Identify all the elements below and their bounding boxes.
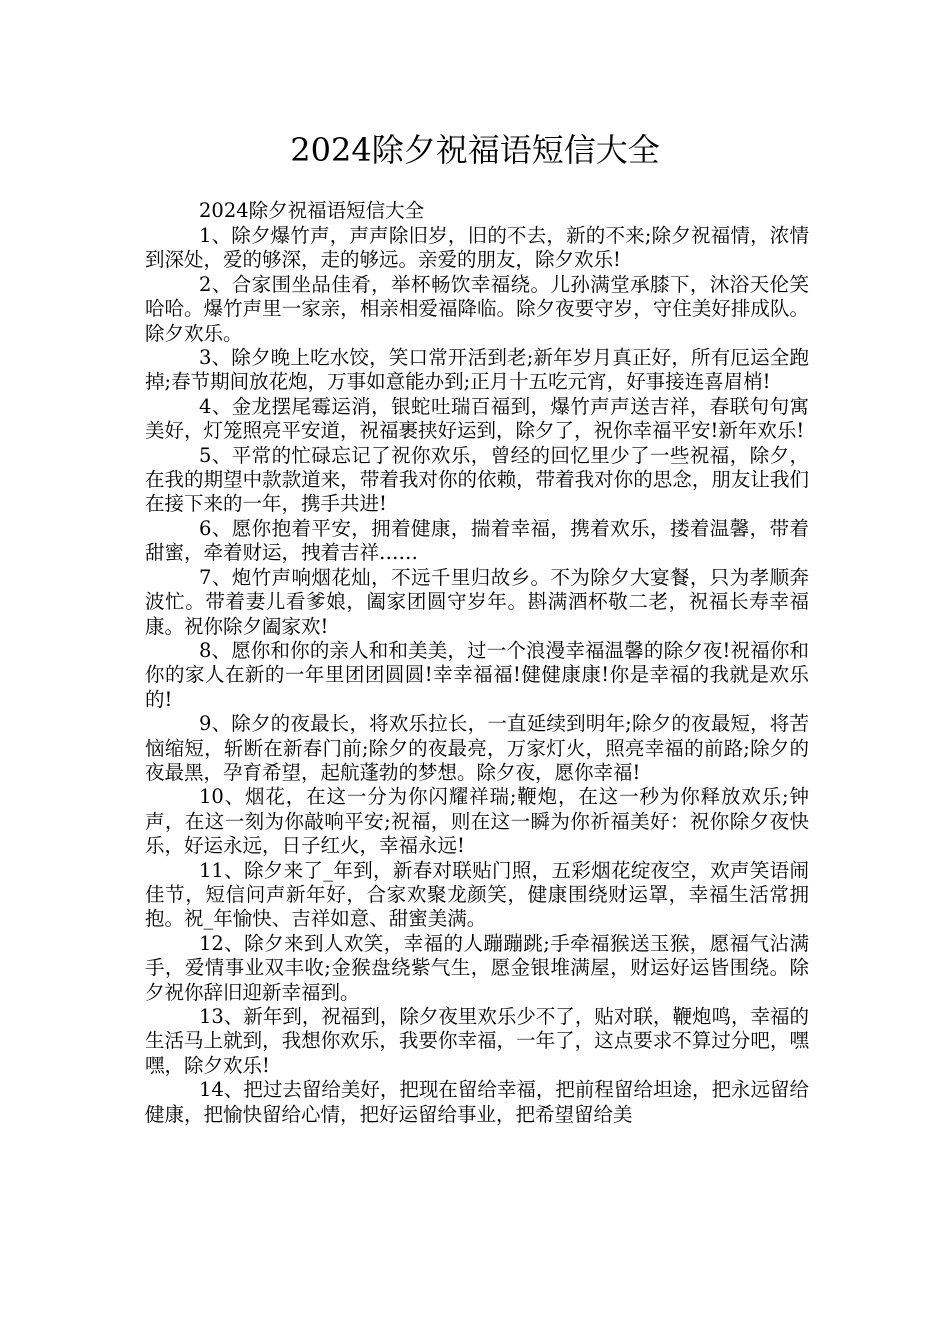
paragraph: 9、除夕的夜最长，将欢乐拉长，一直延续到明年;除夕的夜最短，将苦恼缩短，斩断在新春门前;除夕的夜最亮，万家灯火，照亮幸福的前路;除夕的夜最黑，孕育希望，起航蓬勃的梦想。除夕夜，愿你幸福! xyxy=(145,712,809,784)
paragraph: 2、合家围坐品佳肴，举杯畅饮幸福绕。儿孙满堂承膝下，沐浴天伦笑哈哈。爆竹声里一家亲，相亲相爱福降临。除夕夜要守岁，守住美好排成队。除夕欢乐。 xyxy=(145,272,809,345)
paragraph: 6、愿你抱着平安，拥着健康，揣着幸福，携着欢乐，搂着温馨，带着甜蜜，牵着财运，拽着吉祥…… xyxy=(145,516,809,565)
paragraph: 12、除夕来到人欢笑，幸福的人蹦蹦跳;手牵福猴送玉猴，愿福气沾满手，爱情事业双丰收;金猴盘绕紫气生，愿金银堆满屋，财运好运皆围绕。除夕祝你辞旧迎新幸福到。 xyxy=(145,931,809,1004)
paragraph: 1、除夕爆竹声，声声除旧岁，旧的不去，新的不来;除夕祝福情，浓情到深处，爱的够深，走的够远。亲爱的朋友，除夕欢乐! xyxy=(145,224,809,272)
document-title: 2024除夕祝福语短信大全 xyxy=(290,131,660,169)
paragraph: 13、新年到，祝福到，除夕夜里欢乐少不了，贴对联，鞭炮鸣，幸福的生活马上就到，我想你欢乐，我要你幸福，一年了，这点要求不算过分吧，嘿嘿，除夕欢乐! xyxy=(145,1005,809,1077)
document-body xyxy=(145,198,809,1127)
paragraph: 8、愿你和你的亲人和和美美，过一个浪漫幸福温馨的除夕夜!祝福你和你的家人在新的一年里团团圆圆!幸幸福福!健健康康!你是幸福的我就是欢乐的! xyxy=(145,638,809,711)
paragraph: 5、平常的忙碌忘记了祝你欢乐，曾经的回忆里少了一些祝福，除夕，在我的期望中款款道来，带着我对你的依赖，带着我对你的思念，朋友让我们在接下来的一年，携手共进! xyxy=(145,443,809,516)
paragraph: 14、把过去留给美好，把现在留给幸福，把前程留给坦途，把永远留给健康，把愉快留给心情，把好运留给事业，把希望留给美 xyxy=(145,1078,809,1126)
document-subtitle: 2024除夕祝福语短信大全 xyxy=(199,199,425,222)
paragraph: 7、炮竹声响烟花灿，不远千里归故乡。不为除夕大宴餐，只为孝顺奔波忙。带着妻儿看爹娘，阖家团圆守岁年。斟满酒杯敬二老，祝福长寿幸福康。祝你除夕阖家欢! xyxy=(145,565,809,638)
paragraph: 4、金龙摆尾霉运消，银蛇吐瑞百福到，爆竹声声送吉祥，春联句句寓美好，灯笼照亮平安道，祝福裹挟好运到，除夕了，祝你幸福平安!新年欢乐! xyxy=(145,394,809,443)
paragraph: 11、除夕来了_年到，新春对联贴门照，五彩烟花绽夜空，欢声笑语闹佳节，短信问声新年好，合家欢聚龙颜笑，健康围绕财运罩，幸福生活常拥抱。祝_年愉快、吉祥如意、甜蜜美满。 xyxy=(145,858,809,931)
paragraph: 3、除夕晚上吃水饺，笑口常开活到老;新年岁月真正好，所有厄运全跑掉;春节期间放花炮，万事如意能办到;正月十五吃元宵，好事接连喜眉梢! xyxy=(145,346,809,394)
paragraph: 10、烟花，在这一分为你闪耀祥瑞;鞭炮，在这一秒为你释放欢乐;钟声，在这一刻为你敲响平安;祝福，则在这一瞬为你祈福美好：祝你除夕夜快乐，好运永远，日子红火，幸福永远! xyxy=(145,785,809,858)
